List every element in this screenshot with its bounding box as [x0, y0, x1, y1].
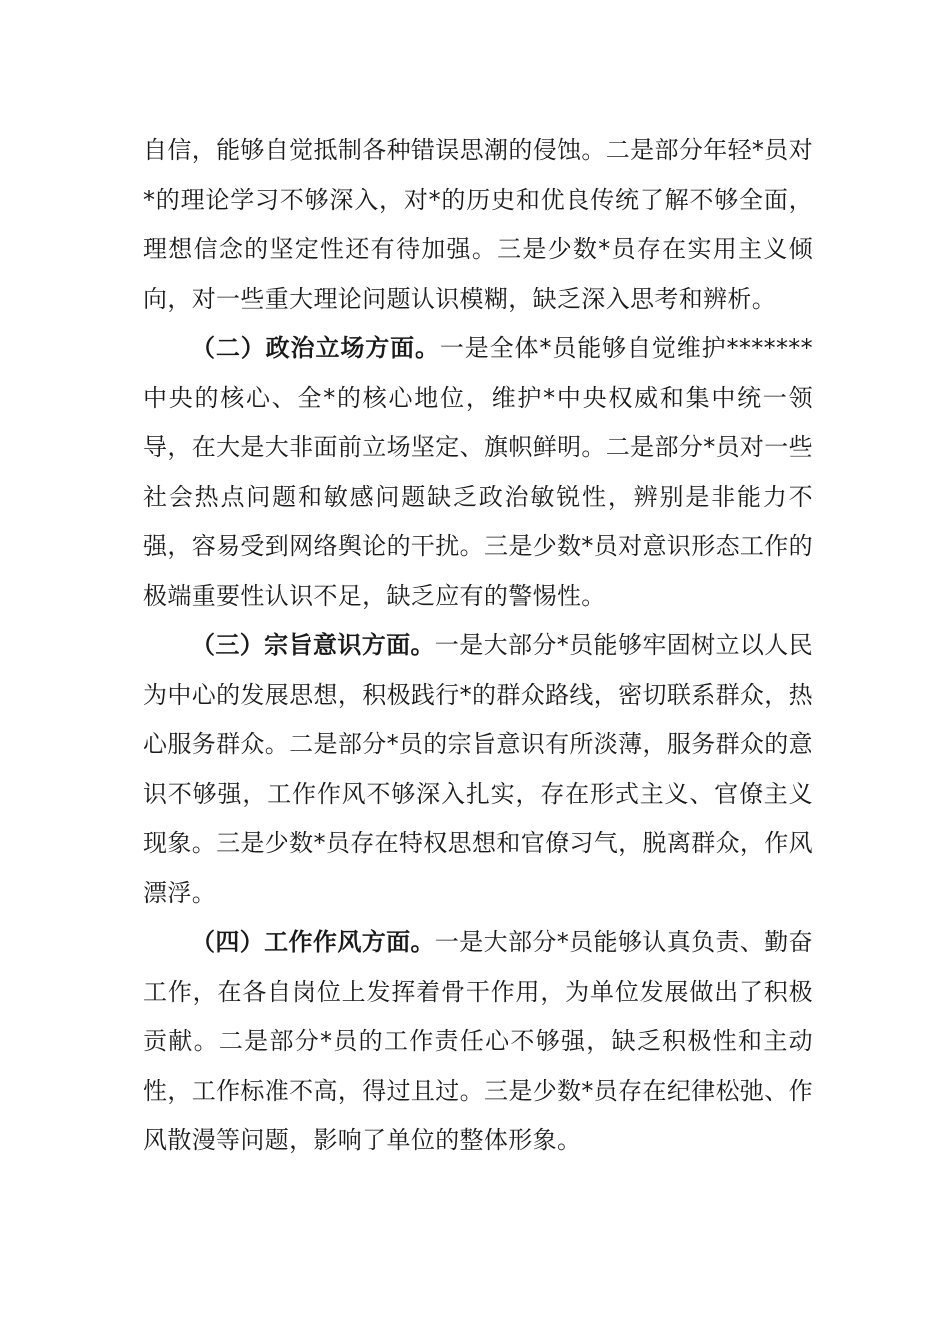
- paragraph-work-style: [143, 918, 813, 1166]
- paragraph-text: 一是大部分*员能够牢固树立以人民为中心的发展思想，积极践行*的群众路线，密切联系群众，热心服务群众。二是部分*员的宗旨意识有所淡薄，服务群众的意识不够强，工作作风不够深入扎实，存在形式主义、官僚主义现象。三是少数*员存在特权思想和官僚习气，脱离群众，作风漂浮。: [143, 631, 813, 907]
- paragraph-text: 一是大部分*员能够认真负责、勤奋工作，在各自岗位上发挥着骨干作用，为单位发展做出了积极贡献。二是部分*员的工作责任心不够强，缺乏积极性和主动性，工作标准不高，得过且过。三是少数*员存在纪律松弛、作风散漫等问题，影响了单位的整体形象。: [143, 928, 813, 1154]
- section-heading: （二）政治立场方面。: [191, 334, 440, 362]
- document-body: [143, 126, 813, 1166]
- section-heading: （三）宗旨意识方面。: [191, 631, 435, 659]
- paragraph-text: 自信，能够自觉抵制各种错误思潮的侵蚀。二是部分年轻*员对*的理论学习不够深入，对*的历史和优良传统了解不够全面，理想信念的坚定性还有待加强。三是少数*员存在实用主义倾向，对一些重大理论问题认识模糊，缺乏深入思考和辨析。: [143, 136, 813, 313]
- paragraph-continuation: [143, 126, 813, 324]
- paragraph-text: 一是全体*员能够自觉维护*******中央的核心、全*的核心地位，维护*中央权威和集中统一领导，在大是大非面前立场坚定、旗帜鲜明。二是部分*员对一些社会热点问题和敏感问题缺乏政治敏锐性，辨别是非能力不强，容易受到网络舆论的干扰。三是少数*员对意识形态工作的极端重要性认识不足，缺乏应有的警惕性。: [143, 334, 813, 610]
- section-heading: （四）工作作风方面。: [191, 928, 435, 956]
- paragraph-purpose-awareness: [143, 621, 813, 918]
- paragraph-political-stance: [143, 324, 813, 621]
